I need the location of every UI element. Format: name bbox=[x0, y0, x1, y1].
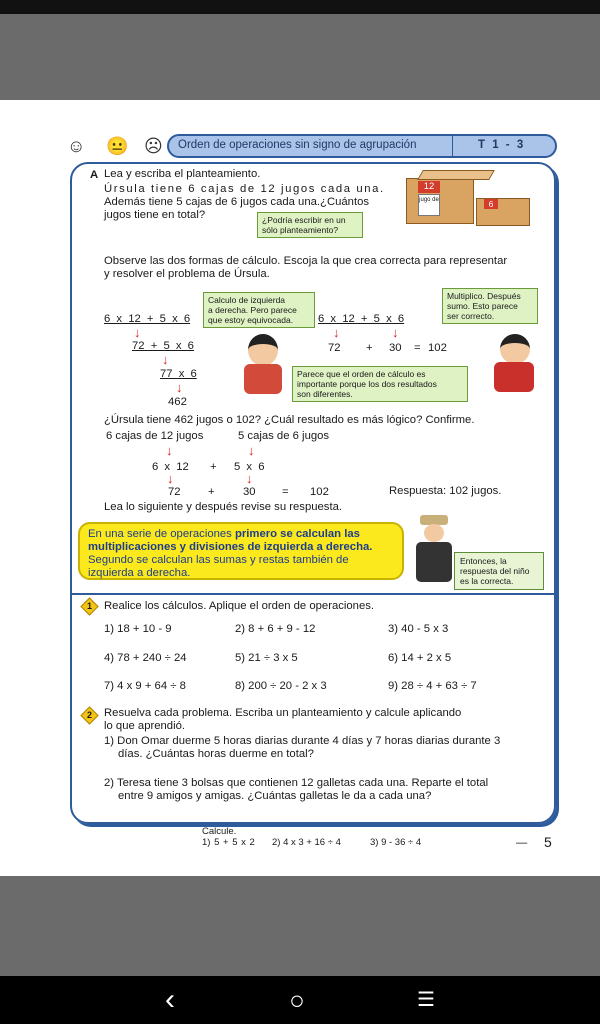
exercise-item: 3) 40 - 5 x 3 bbox=[388, 623, 449, 635]
rule-text-bold: primero se calculan las bbox=[234, 528, 360, 540]
bubble-line: Entonces, la bbox=[460, 556, 507, 566]
bubble-line: importante porque los dos resultados bbox=[297, 379, 437, 389]
expression-result: 102 bbox=[310, 486, 329, 498]
exercise-1-instruction: Realice los cálculos. Aplique el orden de operaciones. bbox=[104, 600, 375, 612]
girl-illustration bbox=[248, 334, 278, 366]
viewer-background-top bbox=[0, 14, 600, 100]
exercise-item: 7) 4 x 9 + 64 ÷ 8 bbox=[104, 680, 186, 692]
exercise-item: 9) 28 ÷ 4 + 63 ÷ 7 bbox=[388, 680, 477, 692]
down-arrow-icon: ↓ bbox=[248, 443, 255, 458]
observe-line: y resolver el problema de Úrsula. bbox=[104, 268, 270, 280]
answer-text: Respuesta: 102 jugos. bbox=[389, 485, 502, 497]
bubble-line: sumo. Esto parece bbox=[447, 301, 518, 311]
exercise-number: 1 bbox=[86, 601, 92, 611]
exercise-2-instruction: Resuelva cada problema. Escriba un planteamiento y calcule aplicando bbox=[104, 707, 462, 719]
girl-speech-bubble bbox=[203, 292, 315, 328]
center-speech-bubble bbox=[292, 366, 468, 402]
page-dash: — bbox=[516, 837, 528, 849]
carton-text: jugo de bbox=[419, 197, 439, 203]
bubble-line: Multiplico. Después bbox=[447, 291, 521, 301]
header-divider bbox=[452, 136, 453, 156]
exercise-item: 2) 8 + 6 + 9 - 12 bbox=[235, 623, 316, 635]
page-number: 5 bbox=[544, 834, 552, 850]
exercise-item: 1) 18 + 10 - 9 bbox=[104, 623, 172, 635]
right-calc-line1: 6 x 12 + 5 x 6 bbox=[318, 313, 405, 325]
box-label-number: 6 bbox=[488, 199, 494, 209]
bubble-line: Calculo de izquierda bbox=[208, 295, 286, 305]
equals-sign: = bbox=[414, 342, 421, 354]
problem-1-line: días. ¿Cuántas horas duerme en total? bbox=[118, 748, 314, 760]
left-calc-line3: 77 x 6 bbox=[160, 368, 197, 380]
comparison-question: ¿Úrsula tiene 462 jugos o 102? ¿Cuál resultado es más lógico? Confirme. bbox=[104, 414, 475, 426]
boy-shirt bbox=[494, 362, 534, 392]
revise-instruction: Lea lo siguiente y después revise su respuesta. bbox=[104, 501, 343, 513]
bubble-line: es la correcta. bbox=[460, 576, 514, 586]
rule-text: En una serie de operaciones bbox=[88, 528, 235, 540]
box-label-number: 12 bbox=[423, 181, 435, 192]
down-arrow-icon: ↓ bbox=[176, 380, 183, 395]
status-bar bbox=[0, 0, 600, 14]
down-arrow-icon: ↓ bbox=[392, 325, 399, 340]
box-label bbox=[484, 199, 498, 209]
plus-sign: + bbox=[208, 486, 215, 498]
down-arrow-icon: ↓ bbox=[166, 443, 173, 458]
exercise-item: 4) 78 + 240 ÷ 24 bbox=[104, 652, 187, 664]
bubble-line: respuesta del niño bbox=[460, 566, 530, 576]
problem-2-line: 2) Teresa tiene 3 bolsas que contienen 12 galletas cada una. Reparte el total bbox=[104, 777, 489, 789]
exercise-item: 8) 200 ÷ 20 - 2 x 3 bbox=[235, 680, 327, 692]
footer-item: 1) 5 + 5 x 2 bbox=[202, 837, 255, 848]
expression-value: 30 bbox=[243, 486, 256, 498]
juice-box-large-illustration bbox=[406, 178, 474, 224]
section-instruction: Lea y escriba el planteamiento. bbox=[104, 168, 261, 180]
juice-carton-icon bbox=[418, 194, 440, 216]
neutral-face-icon: 😐 bbox=[106, 136, 129, 156]
down-arrow-icon: ↓ bbox=[167, 471, 174, 486]
exercise-number: 2 bbox=[86, 710, 92, 720]
bubble-line: que estoy equivocada. bbox=[208, 315, 294, 325]
equals-sign: = bbox=[282, 486, 289, 498]
menu-icon[interactable]: ☰ bbox=[417, 989, 435, 1011]
lesson-title: Orden de operaciones sin signo de agrupación bbox=[178, 139, 417, 151]
right-calc-result: 102 bbox=[428, 342, 447, 354]
footer-item: 2) 4 x 3 + 16 ÷ 4 bbox=[272, 837, 341, 848]
bubble-line: Parece que el orden de cálculo es bbox=[297, 369, 426, 379]
rule-line: Segundo se calculan las sumas y restas también de bbox=[88, 554, 349, 566]
exercise-item: 6) 14 + 2 x 5 bbox=[388, 652, 452, 664]
left-calc-line1: 6 x 12 + 5 x 6 bbox=[104, 313, 191, 325]
bubble-line: ¿Podría escribir en un bbox=[262, 215, 346, 225]
left-calc-result: 462 bbox=[168, 396, 187, 408]
back-icon[interactable]: ‹ bbox=[165, 983, 175, 1016]
child-body bbox=[416, 542, 452, 582]
footer-calcule-label: Calcule. bbox=[202, 826, 237, 837]
problem-line: Úrsula tiene 6 cajas de 12 jugos cada una. bbox=[104, 183, 385, 195]
bubble-line: ser correcto. bbox=[447, 311, 495, 321]
home-icon[interactable]: ○ bbox=[289, 985, 305, 1015]
left-calc-line2: 72 + 5 x 6 bbox=[132, 340, 194, 352]
rule-line bbox=[88, 527, 360, 541]
happy-face-icon: ☺ bbox=[67, 136, 86, 156]
question-bubble bbox=[257, 212, 363, 238]
label-right: 5 cajas de 6 jugos bbox=[238, 430, 330, 442]
problem-line: Además tiene 5 cajas de 6 jugos cada una.¿Cuántos bbox=[104, 196, 370, 208]
rule-line: izquierda a derecha. bbox=[88, 567, 191, 579]
label-left: 6 cajas de 12 jugos bbox=[106, 430, 204, 442]
down-arrow-icon: ↓ bbox=[134, 325, 141, 340]
rule-line: multiplicaciones y divisiones de izquierda a derecha. bbox=[88, 541, 373, 553]
expression-b: 5 x 6 bbox=[234, 461, 265, 473]
boy-illustration bbox=[500, 334, 530, 364]
bubble-line: son diferentes. bbox=[297, 389, 353, 399]
section-marker: A bbox=[90, 169, 99, 181]
sad-face-icon: ☹ bbox=[144, 136, 163, 156]
exercise-item: 5) 21 ÷ 3 x 5 bbox=[235, 652, 298, 664]
problem-line: jugos tiene en total? bbox=[104, 209, 206, 221]
problem-1-line: 1) Don Omar duerme 5 horas diarias durante 4 días y 7 horas diarias durante 3 bbox=[104, 735, 501, 747]
section-divider bbox=[72, 593, 554, 595]
plus-sign: + bbox=[210, 461, 217, 473]
box-label bbox=[418, 181, 440, 193]
expression-value: 72 bbox=[168, 486, 181, 498]
right-calc-value: 72 bbox=[328, 342, 341, 354]
expression-a: 6 x 12 bbox=[152, 461, 189, 473]
problem-2-line: entre 9 amigos y amigas. ¿Cuántas galletas le da a cada una? bbox=[118, 790, 432, 802]
plus-sign: + bbox=[366, 342, 373, 354]
bubble-line: a derecha. Pero parece bbox=[208, 305, 297, 315]
boy-speech-bubble bbox=[442, 288, 538, 324]
exercise-2-instruction: lo que aprendió. bbox=[104, 720, 186, 732]
viewer-background-bottom bbox=[0, 876, 600, 976]
footer-item: 3) 9 - 36 ÷ 4 bbox=[370, 837, 422, 848]
bubble-line: sólo planteamiento? bbox=[262, 225, 339, 235]
box-top bbox=[417, 170, 495, 180]
right-calc-value: 30 bbox=[389, 342, 402, 354]
lesson-code: T 1 - 3 bbox=[478, 139, 526, 151]
child-illustration bbox=[424, 524, 444, 542]
down-arrow-icon: ↓ bbox=[333, 325, 340, 340]
child-speech-bubble bbox=[454, 552, 544, 590]
down-arrow-icon: ↓ bbox=[162, 352, 169, 367]
observe-line: Observe las dos formas de cálculo. Escoja la que crea correcta para representar bbox=[104, 255, 508, 267]
girl-shirt bbox=[244, 364, 282, 394]
down-arrow-icon: ↓ bbox=[246, 471, 253, 486]
